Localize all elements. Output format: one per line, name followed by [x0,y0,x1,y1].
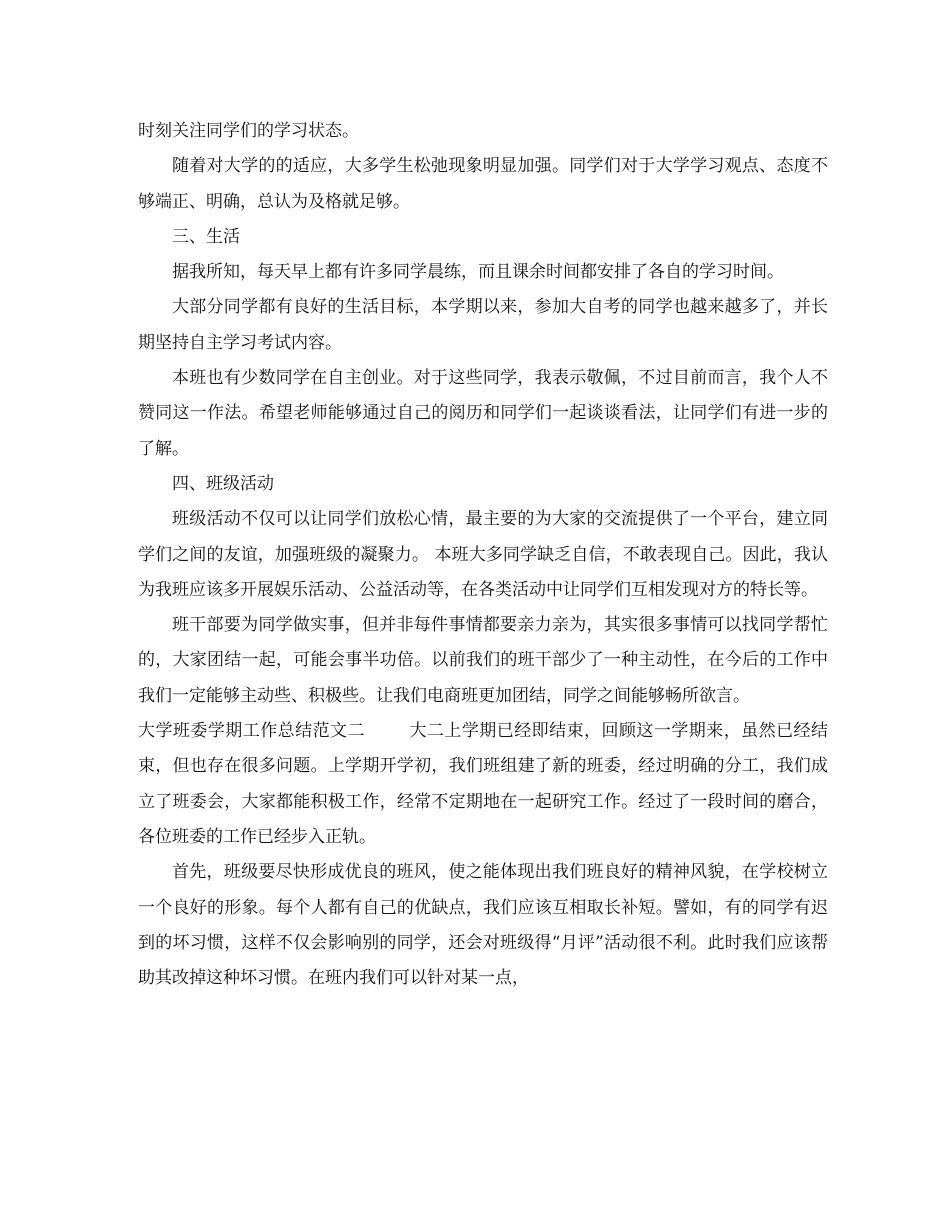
paragraph-7: 班干部要为同学做实事，但并非每件事情都要亲力亲为，其实很多事情可以找同学帮忙的，大家团结一起，可能会事半功倍。以前我们的班干部少了一种主动性，在今后的工作中我们一定能够主动些、积极些。让我们电商班更加团结，同学之间能够畅所欲言。 [138,615,828,706]
paragraph-1: 时刻关注同学们的学习状态。 [138,121,359,141]
paragraph-4: 大部分同学都有良好的生活目标，本学期以来，参加大自考的同学也越来越多了，并长期坚持自主学习考试内容。 [138,297,828,353]
section-heading-class-activities: 四、班级活动 [172,473,274,494]
paragraph-3: 据我所知，每天早上都有许多同学晨练，而且课余时间都安排了各自的学习时间。 [172,262,784,283]
paragraph-8: 首先，班级要尽快形成优良的班风，使之能体现出我们班良好的精神风貌，在学校树立一个良好的形象。每个人都有自己的优缺点，我们应该互相取长补短。譬如，有的同学有迟到的坏习惯，这样不仅会影响别的同学，还会对班级得“月评”活动很不利。此时我们应该帮助其改掉这种坏习惯。在班内我们可以针对某一点， [138,862,828,989]
sample-two-title: 大学班委学期工作总结范文二 [138,721,365,742]
document-body [138,114,828,996]
paragraph-5: 本班也有少数同学在自主创业。对于这些同学，我表示敬佩，不过目前而言，我个人不赞同这一作法。希望老师能够通过自己的阅历和同学们一起谈谈看法，让同学们有进一步的了解。 [138,368,828,459]
section-heading-life: 三、生活 [172,226,240,247]
sample-two-text: 大二上学期已经即结束，回顾这一学期来，虽然已经结束，但也存在很多问题。上学期开学初，我们班组建了新的班委，经过明确的分工，我们成立了班委会，大家都能积极工作，经常不定期地在一起研究工作。经过了一段时间的磨合，各位班委的工作已经步入正轨。 [138,721,829,847]
paragraph-6: 班级活动不仅可以让同学们放松心情，最主要的为大家的交流提供了一个平台，建立同学们之间的友谊，加强班级的凝聚力。 本班大多同学缺乏自信，不敢表现自己。因此，我认为我班应该多开展娱乐活动、公益活动等，在各类活动中让同学们互相发现对方的特长等。 [138,509,828,600]
paragraph-titled-sample-two [138,714,828,855]
paragraph-2: 随着对大学的的适应，大多学生松弛现象明显加强。同学们对于大学学习观点、态度不够端正、明确，总认为及格就足够。 [138,156,828,212]
